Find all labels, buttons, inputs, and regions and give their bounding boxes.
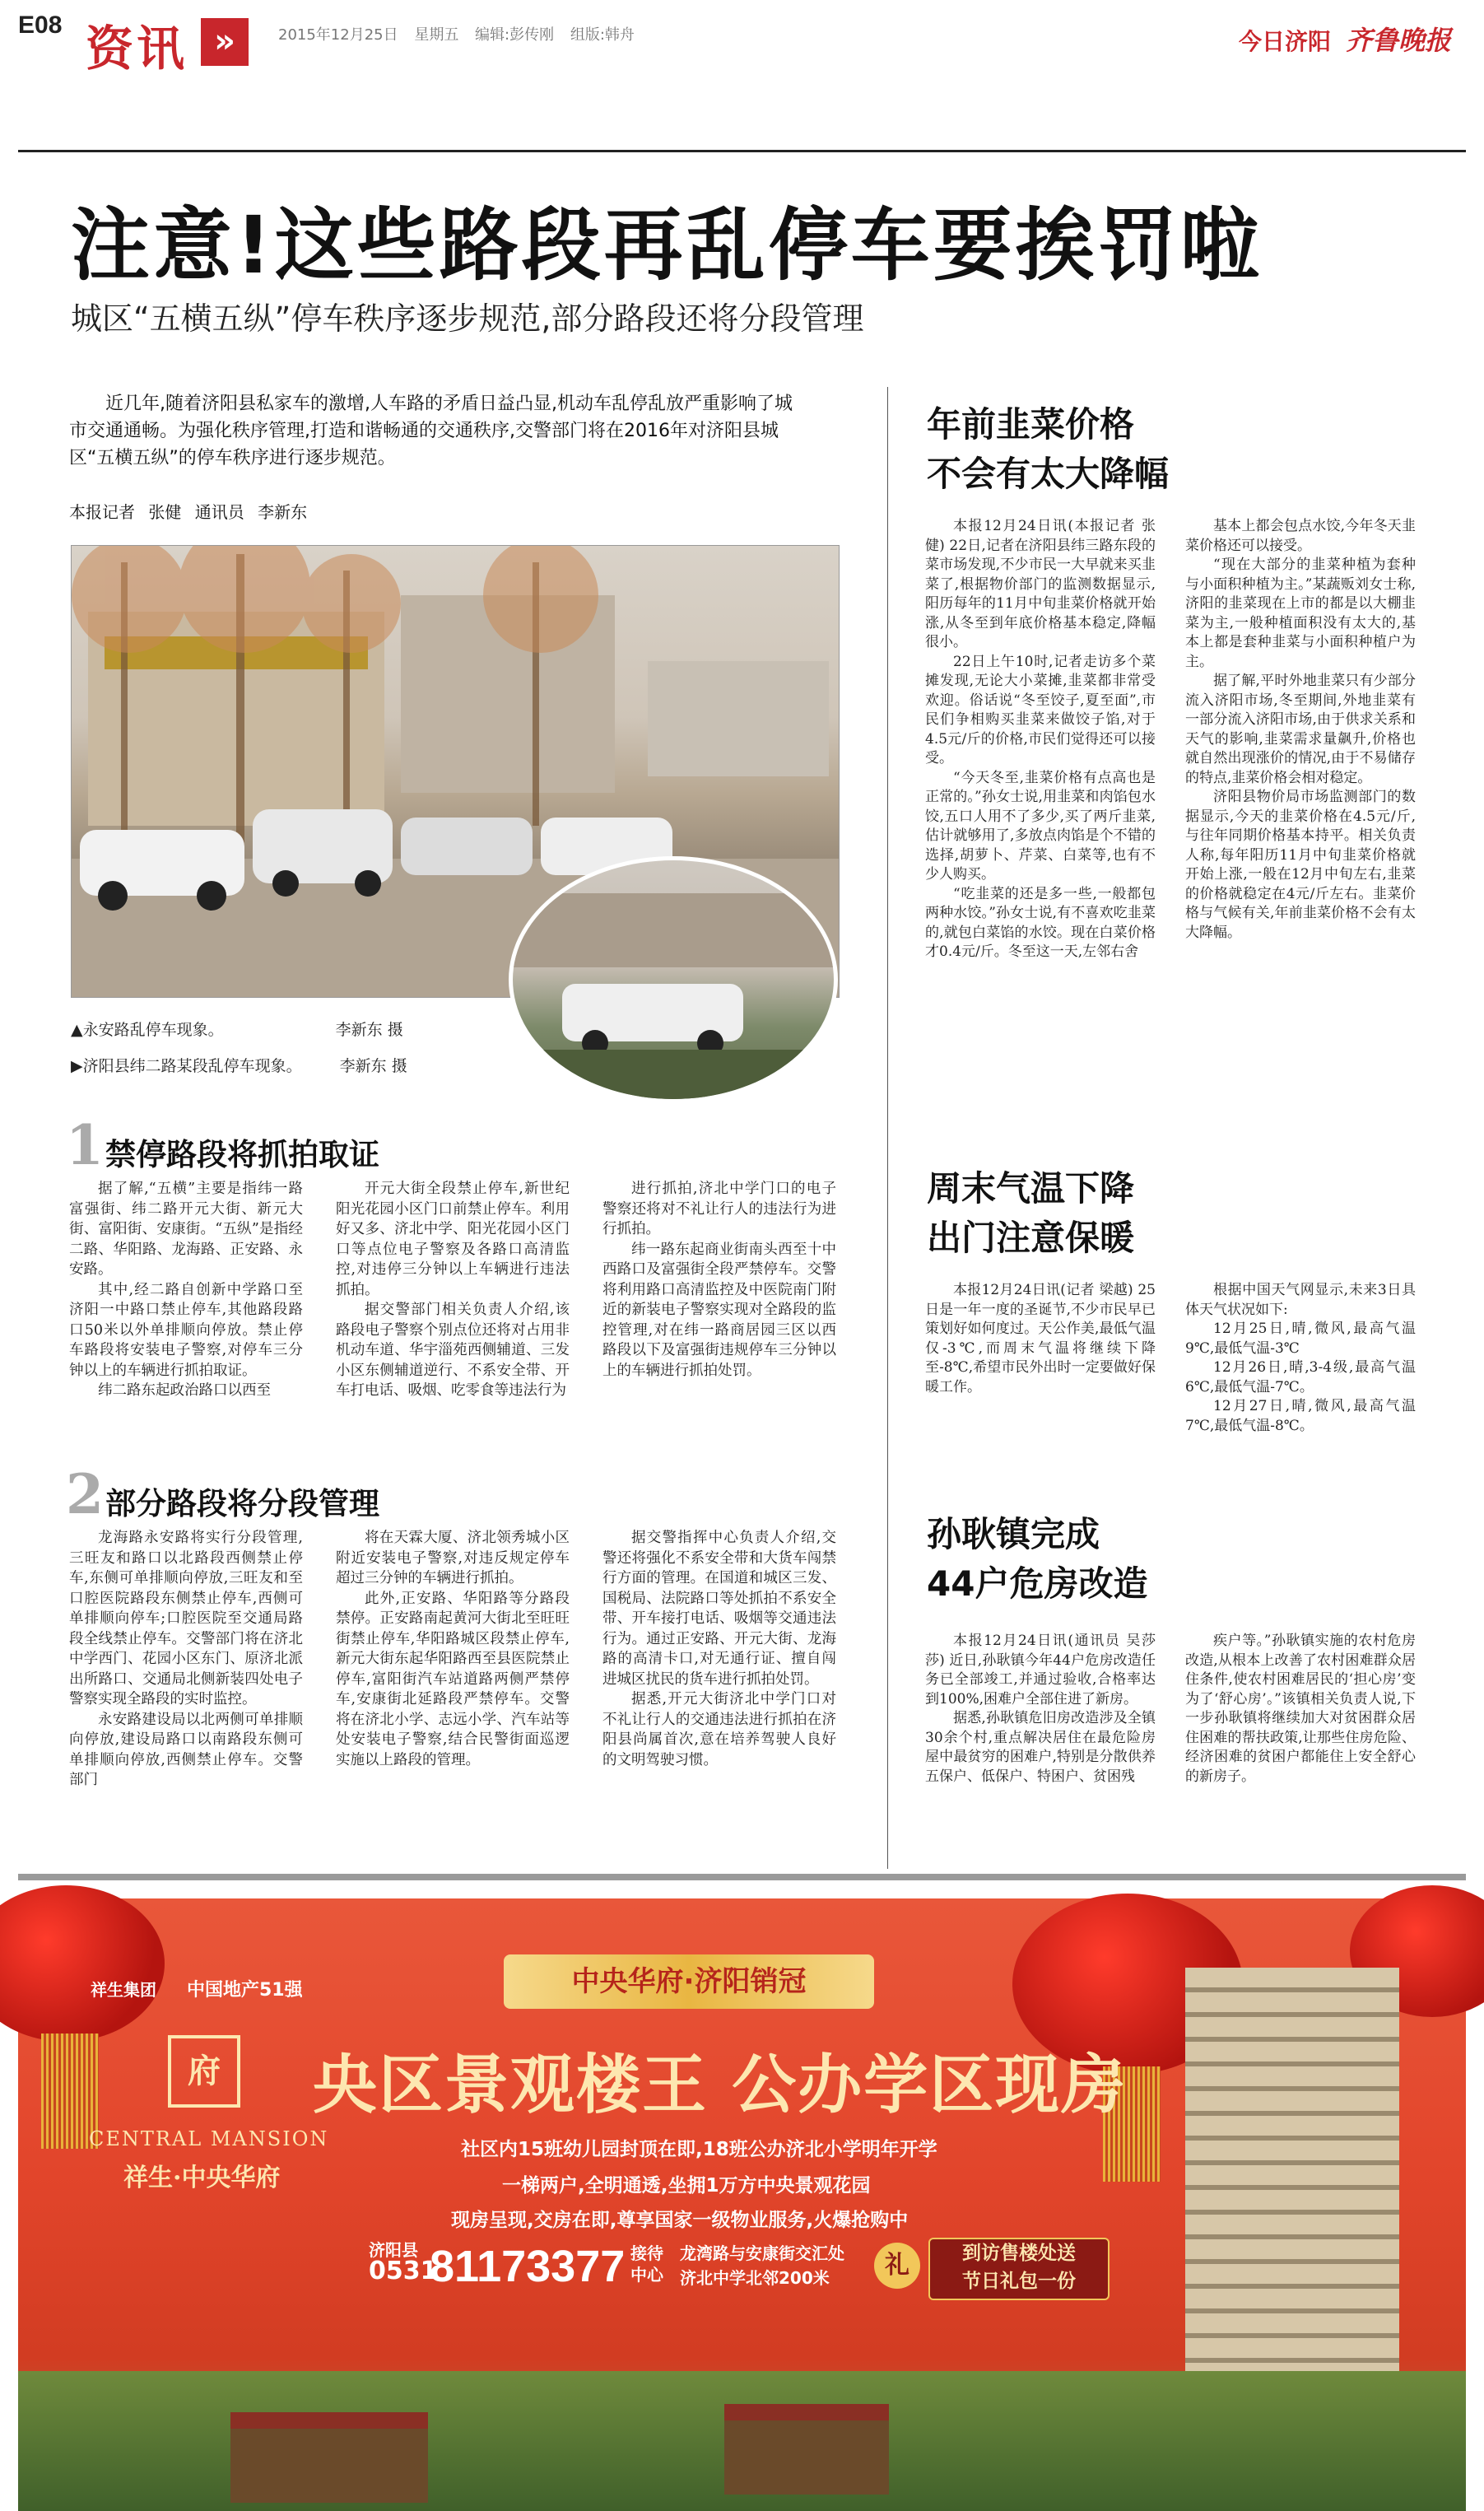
paragraph: 龙海路永安路将实行分段管理,三旺友和路口以北路段西侧禁止停车,东侧可单排顺向停放,三旺友和至口腔医院路段东侧禁止停车,西侧可单排顺向停车;口腔医院至交通局路段全线禁止停车。交警部门将在济北中学西门、花园小区东门、原济北派出所路口、交通局北侧新装四处电子警察实现全路段的实时监控。 bbox=[69, 1530, 303, 1707]
chevron-icon: » bbox=[201, 18, 249, 66]
section-number: 1 bbox=[66, 1113, 104, 1177]
photo-caption-2 bbox=[71, 1054, 407, 1076]
side-story-column bbox=[925, 517, 1156, 1130]
side-story-column bbox=[1185, 1632, 1416, 1862]
paragraph: 据悉,孙耿镇危旧房改造涉及全镇30余个村,重点解决居住在最危险房屋中最贫穷的困难户,特别是分散供养五保户、低保户、特困户、贫困残 bbox=[925, 1710, 1156, 1785]
paragraph: 12月26日,晴,3-4级,最高气温6℃,最低气温-7℃。 bbox=[1185, 1359, 1416, 1395]
paragraph: 此外,正安路、华阳路等分路段禁停。正安路南起黄河大街北至旺旺街禁止停车,华阳路城区段禁止停车,新元大街东起华阳路西至县医院禁止停车,富阳街汽车站道路两侧严禁停车,安康街北延路段严禁停车。交警将在济北小学、志远小学、汽车站等处安装电子警察,结合民警街面巡逻实施以上路段的管理。 bbox=[336, 1590, 570, 1768]
inset-photo-art bbox=[513, 860, 834, 1099]
side-story-column bbox=[1185, 1281, 1416, 1479]
section-heading: 禁停路段将抓拍取证 bbox=[105, 1137, 379, 1172]
paragraph: 开元大街全段禁止停车,新世纪阳光花园小区门口前禁止停车。利用好又多、济北中学、阳光花园小区门口等点位电子警察及各路口高清监控,对违停三分钟以上车辆进行违法抓拍。 bbox=[336, 1181, 570, 1298]
paragraph: 济阳县物价局市场监测部门的数据显示,今天的韭菜价格在4.5元/斤,与往年同期价格基本持平。相关负责人称,每年阳历11月中旬韭菜价格就开始上涨,一般在12月中旬左右,韭菜的价格就稳定在4元/斤左右。韭菜价格与气候有关,年前韭菜价格不会有太大降幅。 bbox=[1185, 789, 1416, 941]
pavilion-illustration bbox=[724, 2404, 889, 2495]
article-column bbox=[602, 1179, 836, 1451]
paragraph: 22日上午10时,记者走访多个菜摊发现,无论大小菜摊,韭菜都非常受欢迎。俗话说“冬至饺子,夏至面”,市民们争相购买韭菜来做饺子馅,对于4.5元/斤的价格,市民们觉得还可以接受。 bbox=[925, 653, 1156, 766]
section-number: 2 bbox=[66, 1462, 104, 1526]
paragraph: “吃韭菜的还是多一些,一般都包两种水饺。”孙女士说,有不喜欢吃韭菜的,就包白菜馅的水饺。现在白菜价格才0.4元/斤。冬至这一天,左邻右舍 bbox=[925, 885, 1156, 960]
ad-title: 央区景观楼王 公办学区现房 bbox=[313, 2047, 1128, 2122]
paragraph: 基本上都会包点水饺,今年冬天韭菜价格还可以接受。 bbox=[1185, 518, 1416, 554]
paragraph: 疾户等。”孙耿镇实施的农村危房改造,从根本上改善了农村困难群众居住条件,使农村困难居民的‘担心房’变为了‘舒心房’。”该镇相关负责人说,下一步孙耿镇将继续加大对贫困群众居住困难的帮扶政策,让那些住房危险、经济困难的贫困户都能住上安全舒心的新房子。 bbox=[1185, 1633, 1416, 1785]
ad-banner: 中央华府·济阳销冠 bbox=[504, 1954, 874, 2009]
gift-offer: 到访售楼处送 节日礼包一份 bbox=[928, 2238, 1110, 2300]
paragraph: 根据中国天气网显示,未来3日具体天气状况如下: bbox=[1185, 1282, 1416, 1318]
page-number: E08 bbox=[18, 12, 63, 39]
brand-emblem-icon: 府 bbox=[168, 2035, 240, 2108]
paragraph: “现在大部分的韭菜种植为套种与小面积种植为主。”某蔬贩刘女士称,济阳的韭菜现在上市的都是以大棚韭菜为主,一般种植面积没有太大的,基本上都是套种韭菜与小面积种植户为主。 bbox=[1185, 557, 1416, 670]
ad-line: 现房呈现,交房在即,尊享国家一级物业服务,火爆抢购中 bbox=[451, 2210, 909, 2231]
ad-line: 社区内15班幼儿园封顶在即,18班公办济北小学明年开学 bbox=[461, 2139, 937, 2160]
issue-meta: 2015年12月25日 星期五 编辑:彭传刚 组版:韩舟 bbox=[278, 26, 635, 44]
paragraph: 据交警指挥中心负责人介绍,交警还将强化不系安全带和大货车闯禁行方面的管理。在国道和城区三发、国税局、法院路口等处抓拍不系安全带、开车接打电话、吸烟等交通违法行为。通过正安路、开元大街、龙海路的高清卡口,对无通行证、擅自闯进城区扰民的货车进行抓拍处罚。 bbox=[602, 1530, 836, 1688]
paragraph: 12月25日,晴,微风,最高气温9℃,最低气温-3℃ bbox=[1185, 1321, 1416, 1357]
article-column bbox=[336, 1528, 570, 1859]
paragraph: 永安路建设局以北两侧可单排顺向停放,建设局路口以南路段东侧可单排顺向停放,西侧禁止停车。交警部门 bbox=[69, 1711, 303, 1788]
brand-english: CENTRAL MANSION bbox=[89, 2127, 329, 2150]
ad-separator bbox=[18, 1874, 1466, 1880]
phone-tag: 接待中心 bbox=[630, 2243, 663, 2285]
paragraph: 纬一路东起商业街南头西至十中西路口及富强街全段严禁停车。交警将利用路口高清监控及中医院南门附近的新装电子警察实现对全路段的监控管理,对在纬一路商居园三区以西路段以下及富强街违规停车三分钟以上的车辆进行抓拍处罚。 bbox=[602, 1241, 836, 1379]
paragraph: “今天冬至,韭菜价格有点高也是正常的。”孙女士说,用韭菜和肉馅包水饺,五口人用不了多少,买了两斤韭菜,估计就够用了,多放点肉馅是个不错的选择,胡萝卜、芹菜、白菜等,也有不少人购买。 bbox=[925, 769, 1156, 883]
side-story-title: 年前韭菜价格 不会有太大降幅 bbox=[927, 404, 1170, 494]
article-column bbox=[336, 1179, 570, 1451]
brand-chinese: 祥生·中央华府 bbox=[123, 2164, 281, 2192]
caption-text: ▶济阳县纬二路某段乱停车现象。 bbox=[71, 1057, 302, 1075]
caption-text: ▲永安路乱停车现象。 bbox=[71, 1021, 224, 1039]
byline: 本报记者 张健 通讯员 李新东 bbox=[69, 502, 308, 522]
side-story-column bbox=[925, 1281, 1156, 1479]
paragraph: 本报12月24日讯(本报记者 张健) 22日,记者在济阳县纬三路东段的菜市场发现,不少市民一大早就来买韭菜了,根据物价部门的监测数据显示,阳历每年的11月中旬韭菜价格就开始涨,从冬至到年底价格基本稳定,降幅很小。 bbox=[925, 518, 1156, 650]
lead-paragraph: 近几年,随着济阳县私家车的激增,人车路的矛盾日益凸显,机动车乱停乱放严重影响了城市交通通畅。为强化秩序管理,打造和谐畅通的交通秩序,交警部门将在2016年对济阳县城区“五横五纵”的停车秩序进行逐步规范。 bbox=[69, 394, 793, 468]
article-column bbox=[602, 1528, 836, 1859]
paragraph: 本报12月24日讯(通讯员 吴莎莎) 近日,孙耿镇今年44户危房改造任务已全部竣工,并通过验收,合格率达到100%,困难户全部住进了新房。 bbox=[925, 1633, 1156, 1707]
masthead-right bbox=[1239, 20, 1451, 58]
sales-phone: 81173377 bbox=[430, 2242, 626, 2291]
header-rule bbox=[18, 150, 1466, 152]
paper-logo: 齐鲁晚报 bbox=[1345, 25, 1451, 56]
side-story-column bbox=[1185, 517, 1416, 1130]
side-story-title: 周末气温下降 出门注意保暖 bbox=[927, 1168, 1135, 1258]
gift-icon: 礼 bbox=[874, 2243, 920, 2289]
section-label: 今日济阳 bbox=[1238, 28, 1331, 55]
pavilion-illustration bbox=[230, 2412, 428, 2503]
area-code: 济阳县 0531 bbox=[369, 2240, 438, 2285]
paragraph: 将在天霖大厦、济北领秀城小区附近安装电子警察,对违反规定停车超过三分钟的车辆进行抓拍。 bbox=[336, 1530, 570, 1586]
section-title: 资讯 bbox=[86, 21, 188, 77]
headline: 注意!这些路段再乱停车要挨罚啦 bbox=[71, 199, 1263, 291]
ad-line: 一梯两户,全明通透,坐拥1万方中央景观花园 bbox=[502, 2175, 871, 2197]
paragraph: 据了解,平时外地韭菜只有少部分流入济阳市场,冬至期间,外地韭菜有一部分流入济阳市场,由于供求关系和天气的影响,韭菜需求量飙升,价格也就自然出现涨价的情况,由于不易储存的特点,韭菜价格会相对稳定。 bbox=[1185, 673, 1416, 786]
paragraph: 纬二路东起政治路口以西至 bbox=[98, 1382, 271, 1399]
paragraph: 进行抓拍,济北中学门口的电子警察还将对不礼让行人的违法行为进行抓拍。 bbox=[602, 1181, 836, 1237]
article-column bbox=[69, 1528, 303, 1859]
subheadline: 城区“五横五纵”停车秩序逐步规范,部分路段还将分段管理 bbox=[71, 300, 864, 337]
photo-caption-1 bbox=[71, 1018, 403, 1040]
ad-address: 龙湾路与安康街交汇处 济北中学北邻200米 bbox=[680, 2243, 844, 2288]
section-heading: 部分路段将分段管理 bbox=[105, 1486, 379, 1521]
paragraph: 据交警部门相关负责人介绍,该路段电子警察个别点位还将对占用非机动车道、华宇淄苑西侧辅道、三发小区东侧辅道逆行、不系安全带、开车打电话、吸烟、吃零食等违法行为 bbox=[336, 1302, 570, 1399]
column-divider bbox=[887, 387, 888, 1869]
caption-credit: 李新东 摄 bbox=[335, 1021, 403, 1039]
inset-photo bbox=[509, 856, 838, 1103]
building-illustration bbox=[1185, 1968, 1399, 2429]
group-logo: 祥生集团 中国地产51强 bbox=[91, 1980, 303, 2001]
side-story-title: 孙耿镇完成 44户危房改造 bbox=[927, 1514, 1148, 1604]
paragraph: 据了解,“五横”主要是指纬一路富强街、纬二路开元大街、新元大街、富阳街、安康街。“五纵”是指经二路、华阳路、龙海路、正安路、永安路。 bbox=[69, 1181, 303, 1278]
article-column bbox=[69, 1179, 303, 1451]
paragraph: 本报12月24日讯(记者 梁越) 25日是一年一度的圣诞节,不少市民早已策划好如何度过。天公作美,最低气温仅-3℃,而周末气温将继续下降至-8℃,希望市民外出时一定要做好保暖工作。 bbox=[925, 1282, 1156, 1395]
paragraph: 12月27日,晴,微风,最高气温7℃,最低气温-8℃。 bbox=[1185, 1398, 1416, 1434]
paragraph: 其中,经二路自创新中学路口至济阳一中路口禁止停车,其他路段路口50米以外单排顺向停放。禁止停车路段将安装电子警察,对停车三分钟以上的车辆进行抓拍取证。 bbox=[69, 1281, 303, 1379]
caption-credit: 李新东 摄 bbox=[339, 1057, 407, 1075]
side-story-column bbox=[925, 1632, 1156, 1862]
paragraph: 据悉,开元大街济北中学门口对不礼让行人的交通违法进行抓拍在济阳县尚属首次,意在培养驾驶人良好的文明驾驶习惯。 bbox=[602, 1691, 836, 1768]
